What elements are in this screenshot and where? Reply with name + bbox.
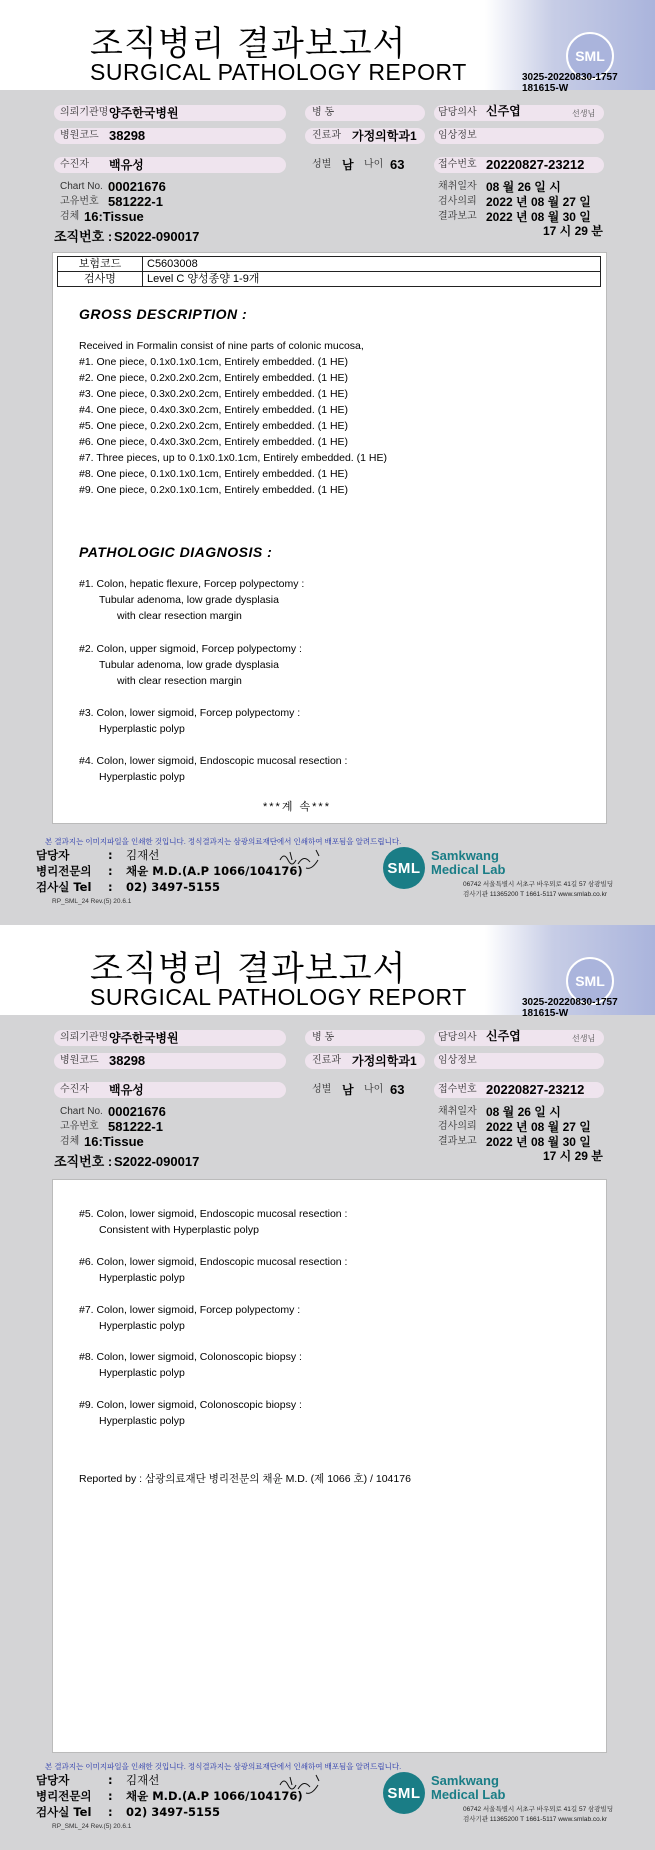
diagnosis-line: #2. Colon, upper sigmoid, Forcep polypectomy : — [79, 643, 302, 655]
lab-tel-value: 02) 3497-5155 — [126, 880, 221, 894]
clinical-info-label: 임상정보 — [438, 1055, 477, 1066]
unique-no-value: 581222-1 — [108, 194, 163, 209]
pathologist-value: 채윤 M.D.(A.P 1066/104176) — [126, 864, 303, 878]
specimen-value: 16:Tissue — [84, 209, 144, 224]
signature-icon — [276, 846, 326, 874]
age-value: 63 — [390, 157, 405, 172]
report-content-box — [52, 252, 607, 824]
age-value: 63 — [390, 1082, 405, 1097]
unique-no-value: 581222-1 — [108, 1119, 163, 1134]
samkwang-logo-icon: SML — [383, 1772, 425, 1814]
diagnosis-line: Hyperplastic polyp — [99, 771, 185, 783]
sml-logo-icon: SML — [566, 32, 614, 80]
sex-value: 남 — [342, 1083, 354, 1097]
gross-line: #2. One piece, 0.2x0.2x0.2cm, Entirely embedded. (1 HE) — [79, 372, 349, 384]
collect-date-label: 채취일자 — [438, 181, 477, 192]
department-label: 진료과 — [312, 1055, 341, 1066]
reported-date-label: 결과보고 — [438, 1136, 477, 1147]
collect-date-value: 08 월 26 일 시 — [486, 180, 561, 194]
diagnosis-line: Consistent with Hyperplastic polyp — [99, 1224, 259, 1236]
chart-no-value: 00021676 — [108, 179, 166, 194]
document-number: 3025-20220830-1757 181615-W — [522, 997, 618, 1019]
diagnosis-line: Tubular adenoma, low grade dysplasia — [99, 594, 279, 606]
diagnosis-line: #8. Colon, lower sigmoid, Colonoscopic biopsy : — [79, 1351, 302, 1363]
diagnosis-line: Hyperplastic polyp — [99, 1415, 185, 1427]
document-number: 3025-20220830-1757 181615-W — [522, 72, 618, 94]
diagnosis-line: #7. Colon, lower sigmoid, Forcep polypectomy : — [79, 1304, 301, 1316]
print-notice: 본 결과지는 이미지파일을 인쇄한 것입니다. 정식결과지는 삼광의료재단에서 인쇄하여 배포됨을 알려드립니다. — [45, 837, 402, 846]
lab-name: Samkwang Medical Lab — [431, 848, 506, 877]
sex-label: 성별 — [312, 159, 332, 170]
department-value: 가정의학과1 — [352, 1054, 417, 1068]
pathologic-diagnosis-title: PATHOLOGIC DIAGNOSIS : — [79, 544, 273, 560]
diagnosis-line: Hyperplastic polyp — [99, 723, 185, 735]
department-label: 진료과 — [312, 130, 341, 141]
accession-value: 20220827-23212 — [486, 1082, 585, 1097]
path-no-label: 조직번호 : — [54, 1154, 113, 1169]
diagnosis-line: #9. Colon, lower sigmoid, Colonoscopic biopsy : — [79, 1399, 302, 1411]
colon: : — [108, 864, 113, 878]
accession-label: 접수번호 — [438, 159, 477, 170]
received-date-value: 2022 년 08 월 27 일 — [486, 1120, 591, 1134]
hospital-code-value: 38298 — [109, 1053, 146, 1068]
path-no-value: S2022-090017 — [114, 1154, 200, 1169]
colon: : — [108, 1773, 113, 1787]
age-label: 나이 — [364, 159, 384, 170]
receiver-value: 백유성 — [109, 1083, 144, 1097]
chart-no-label: Chart No. — [60, 1106, 103, 1117]
accession-value: 20220827-23212 — [486, 157, 585, 172]
chart-no-label: Chart No. — [60, 181, 103, 192]
report-content-box — [52, 1179, 607, 1753]
accession-label: 접수번호 — [438, 1084, 477, 1095]
chart-no-value: 00021676 — [108, 1104, 166, 1119]
pathologist-label: 병리전문의 — [36, 1789, 92, 1803]
colon: : — [108, 848, 113, 862]
diagnosis-line: Tubular adenoma, low grade dysplasia — [99, 659, 279, 671]
receiver-label: 수진자 — [60, 159, 89, 170]
diagnosis-line: #4. Colon, lower sigmoid, Endoscopic mucosal resection : — [79, 755, 348, 767]
colon: : — [108, 1789, 113, 1803]
ward-label: 병 동 — [312, 1032, 335, 1043]
doctor-value: 신주엽 — [486, 1029, 521, 1043]
collect-date-label: 채취일자 — [438, 1106, 477, 1117]
gross-line: #8. One piece, 0.1x0.1x0.1cm, Entirely embedded. (1 HE) — [79, 468, 349, 480]
pathologist-value: 채윤 M.D.(A.P 1066/104176) — [126, 1789, 303, 1803]
colon: : — [108, 880, 113, 894]
title-korean: 조직병리 결과보고서 — [90, 949, 407, 989]
colon: : — [108, 1805, 113, 1819]
received-date-label: 검사의뢰 — [438, 196, 477, 207]
insurance-code-label: 보험코드 — [58, 257, 143, 272]
reported-time-value: 17 시 29 분 — [543, 1149, 603, 1163]
test-name-label: 검사명 — [58, 272, 143, 287]
signature-icon — [276, 1771, 326, 1799]
diagnosis-line: Hyperplastic polyp — [99, 1320, 185, 1332]
title-korean: 조직병리 결과보고서 — [90, 24, 407, 64]
doctor-label: 담당의사 — [438, 1032, 477, 1043]
revision-label: RP_SML_24 Rev.(5) 20.6.1 — [52, 898, 132, 905]
gross-line: #7. Three pieces, up to 0.1x0.1x0.1cm, Entirely embedded. (1 HE) — [79, 452, 387, 464]
gross-line: Received in Formalin consist of nine parts of colonic mucosa, — [79, 340, 364, 352]
sex-label: 성별 — [312, 1084, 332, 1095]
clinical-info-label: 임상정보 — [438, 130, 477, 141]
diagnosis-line: with clear resection margin — [117, 675, 242, 687]
lab-tel-value: 02) 3497-5155 — [126, 1805, 221, 1819]
diagnosis-line: #3. Colon, lower sigmoid, Forcep polypectomy : — [79, 707, 301, 719]
department-value: 가정의학과1 — [352, 129, 417, 143]
diagnosis-line: Hyperplastic polyp — [99, 1367, 185, 1379]
gross-line: #6. One piece, 0.4x0.3x0.2cm, Entirely embedded. (1 HE) — [79, 436, 349, 448]
receiver-label: 수진자 — [60, 1084, 89, 1095]
unique-no-label: 고유번호 — [60, 1121, 99, 1132]
diagnosis-line: #6. Colon, lower sigmoid, Endoscopic mucosal resection : — [79, 1256, 348, 1268]
insurance-table — [57, 256, 601, 287]
institution-value: 양주한국병원 — [109, 106, 179, 120]
reported-date-label: 결과보고 — [438, 211, 477, 222]
lab-address: 06742 서울특별시 서초구 바우뫼로 41길 57 삼광빌딩 검사기관 11365200 T 1661-5117 www.smlab.co.kr — [463, 1806, 614, 1823]
path-no-value: S2022-090017 — [114, 229, 200, 244]
diagnosis-line: #1. Colon, hepatic flexure, Forcep polypectomy : — [79, 578, 305, 590]
path-no-label: 조직번호 : — [54, 229, 113, 244]
continued-marker: ***계 속*** — [263, 801, 331, 813]
test-name-value: Level C 양성종양 1-9개 — [143, 272, 601, 287]
hospital-code-value: 38298 — [109, 128, 146, 143]
specimen-label: 검체 — [60, 1136, 80, 1147]
gross-description-title: GROSS DESCRIPTION : — [79, 306, 248, 322]
institution-label: 의뢰기관명 — [60, 1032, 109, 1043]
receiver-value: 백유성 — [109, 158, 144, 172]
gross-line: #1. One piece, 0.1x0.1x0.1cm, Entirely embedded. (1 HE) — [79, 356, 349, 368]
unique-no-label: 고유번호 — [60, 196, 99, 207]
report-page-2 — [0, 925, 655, 1850]
collect-date-value: 08 월 26 일 시 — [486, 1105, 561, 1119]
samkwang-logo-icon: SML — [383, 847, 425, 889]
received-date-label: 검사의뢰 — [438, 1121, 477, 1132]
specimen-label: 검체 — [60, 211, 80, 222]
manager-label: 담당자 — [36, 1773, 70, 1787]
institution-label: 의뢰기관명 — [60, 107, 109, 118]
gross-line: #5. One piece, 0.2x0.2x0.2cm, Entirely embedded. (1 HE) — [79, 420, 349, 432]
doctor-value: 신주엽 — [486, 104, 521, 118]
reported-date-value: 2022 년 08 월 30 일 — [486, 1135, 591, 1149]
revision-label: RP_SML_24 Rev.(5) 20.6.1 — [52, 1823, 132, 1830]
manager-value: 김재선 — [126, 1773, 160, 1787]
reported-date-value: 2022 년 08 월 30 일 — [486, 210, 591, 224]
specimen-value: 16:Tissue — [84, 1134, 144, 1149]
gross-line: #4. One piece, 0.4x0.3x0.2cm, Entirely embedded. (1 HE) — [79, 404, 349, 416]
lab-tel-label: 검사실 Tel — [36, 880, 92, 894]
lab-name: Samkwang Medical Lab — [431, 1773, 506, 1802]
gross-line: #9. One piece, 0.2x0.1x0.1cm, Entirely embedded. (1 HE) — [79, 484, 349, 496]
lab-tel-label: 검사실 Tel — [36, 1805, 92, 1819]
reported-by: Reported by : 삼광의료재단 병리전문의 채윤 M.D. (제 1066 호) / 104176 — [79, 1473, 411, 1485]
diagnosis-line: Hyperplastic polyp — [99, 1272, 185, 1284]
sml-logo-icon: SML — [566, 957, 614, 1005]
title-english: SURGICAL PATHOLOGY REPORT — [90, 59, 467, 85]
age-label: 나이 — [364, 1084, 384, 1095]
sex-value: 남 — [342, 158, 354, 172]
manager-value: 김재선 — [126, 848, 160, 862]
ward-label: 병 동 — [312, 107, 335, 118]
gross-line: #3. One piece, 0.3x0.2x0.2cm, Entirely embedded. (1 HE) — [79, 388, 349, 400]
diagnosis-line: #5. Colon, lower sigmoid, Endoscopic mucosal resection : — [79, 1208, 348, 1220]
hospital-code-label: 병원코드 — [60, 130, 99, 141]
doctor-label: 담당의사 — [438, 107, 477, 118]
manager-label: 담당자 — [36, 848, 70, 862]
doctor-suffix: 선생님 — [572, 109, 596, 118]
institution-value: 양주한국병원 — [109, 1031, 179, 1045]
title-english: SURGICAL PATHOLOGY REPORT — [90, 984, 467, 1010]
received-date-value: 2022 년 08 월 27 일 — [486, 195, 591, 209]
pathologist-label: 병리전문의 — [36, 864, 92, 878]
lab-address: 06742 서울특별시 서초구 바우뫼로 41길 57 삼광빌딩 검사기관 11365200 T 1661-5117 www.smlab.co.kr — [463, 881, 614, 898]
print-notice: 본 결과지는 이미지파일을 인쇄한 것입니다. 정식결과지는 삼광의료재단에서 인쇄하여 배포됨을 알려드립니다. — [45, 1762, 402, 1771]
diagnosis-line: with clear resection margin — [117, 610, 242, 622]
reported-time-value: 17 시 29 분 — [543, 224, 603, 238]
hospital-code-label: 병원코드 — [60, 1055, 99, 1066]
insurance-code-value: C5603008 — [143, 257, 601, 272]
doctor-suffix: 선생님 — [572, 1034, 596, 1043]
